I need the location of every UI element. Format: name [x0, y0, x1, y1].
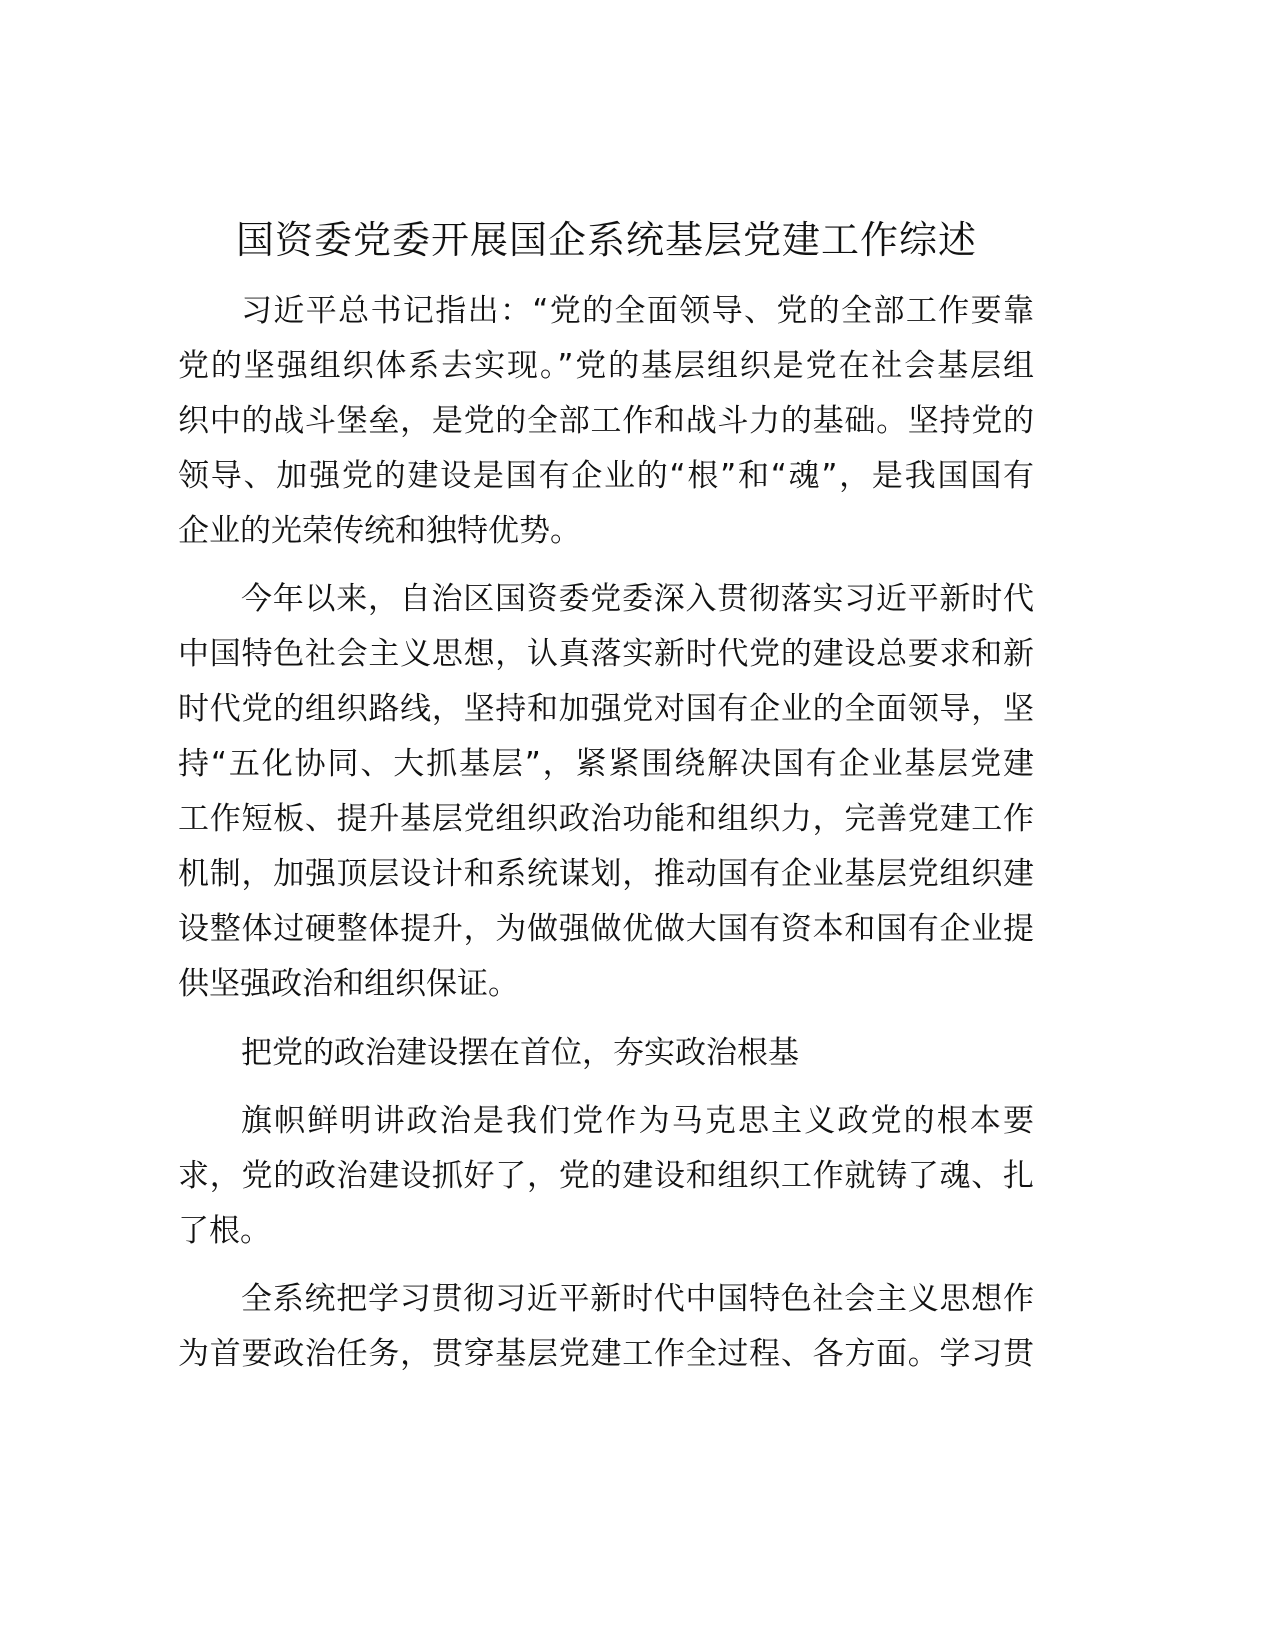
text-line: 持“五化协同、大抓基层”，紧紧围绕解决国有企业基层党建 — [178, 746, 1034, 782]
text-line: 为首要政治任务，贯穿基层党建工作全过程、各方面。学习贯 — [178, 1336, 1034, 1372]
text-line: 求，党的政治建设抓好了，党的建设和组织工作就铸了魂、扎 — [178, 1158, 1034, 1194]
paragraph — [178, 572, 1034, 1012]
text-line: 领导、加强党的建设是国有企业的“根”和“魂”，是我国国有 — [178, 458, 1034, 494]
paragraph — [178, 1272, 1034, 1382]
text-line: 中国特色社会主义思想，认真落实新时代党的建设总要求和新 — [178, 636, 1034, 672]
document-title: 国资委党委开展国企系统基层党建工作综述 — [235, 218, 977, 262]
text-line: 旗帜鲜明讲政治是我们党作为马克思主义政党的根本要 — [241, 1103, 1034, 1139]
text-line: 把党的政治建设摆在首位，夯实政治根基 — [241, 1035, 799, 1071]
text-line: 工作短板、提升基层党组织政治功能和组织力，完善党建工作 — [178, 801, 1034, 837]
text-line: 设整体过硬整体提升，为做强做优做大国有资本和国有企业提 — [178, 911, 1034, 947]
text-line: 今年以来，自治区国资委党委深入贯彻落实习近平新时代 — [241, 581, 1034, 617]
text-line: 供坚强政治和组织保证。 — [178, 966, 519, 1002]
text-line: 时代党的组织路线，坚持和加强党对国有企业的全面领导，坚 — [178, 691, 1034, 727]
text-line: 全系统把学习贯彻习近平新时代中国特色社会主义思想作 — [241, 1281, 1034, 1317]
text-line: 习近平总书记指出：“党的全面领导、党的全部工作要靠 — [241, 293, 1034, 329]
section-heading — [178, 1026, 1034, 1081]
text-line: 织中的战斗堡垒，是党的全部工作和战斗力的基础。坚持党的 — [178, 403, 1034, 439]
text-line: 党的坚强组织体系去实现。”党的基层组织是党在社会基层组 — [178, 348, 1034, 384]
paragraph — [178, 284, 1034, 559]
text-line: 了根。 — [178, 1213, 271, 1249]
text-line: 企业的光荣传统和独特优势。 — [178, 513, 581, 549]
text-line: 机制，加强顶层设计和系统谋划，推动国有企业基层党组织建 — [178, 856, 1034, 892]
paragraph — [178, 1094, 1034, 1259]
